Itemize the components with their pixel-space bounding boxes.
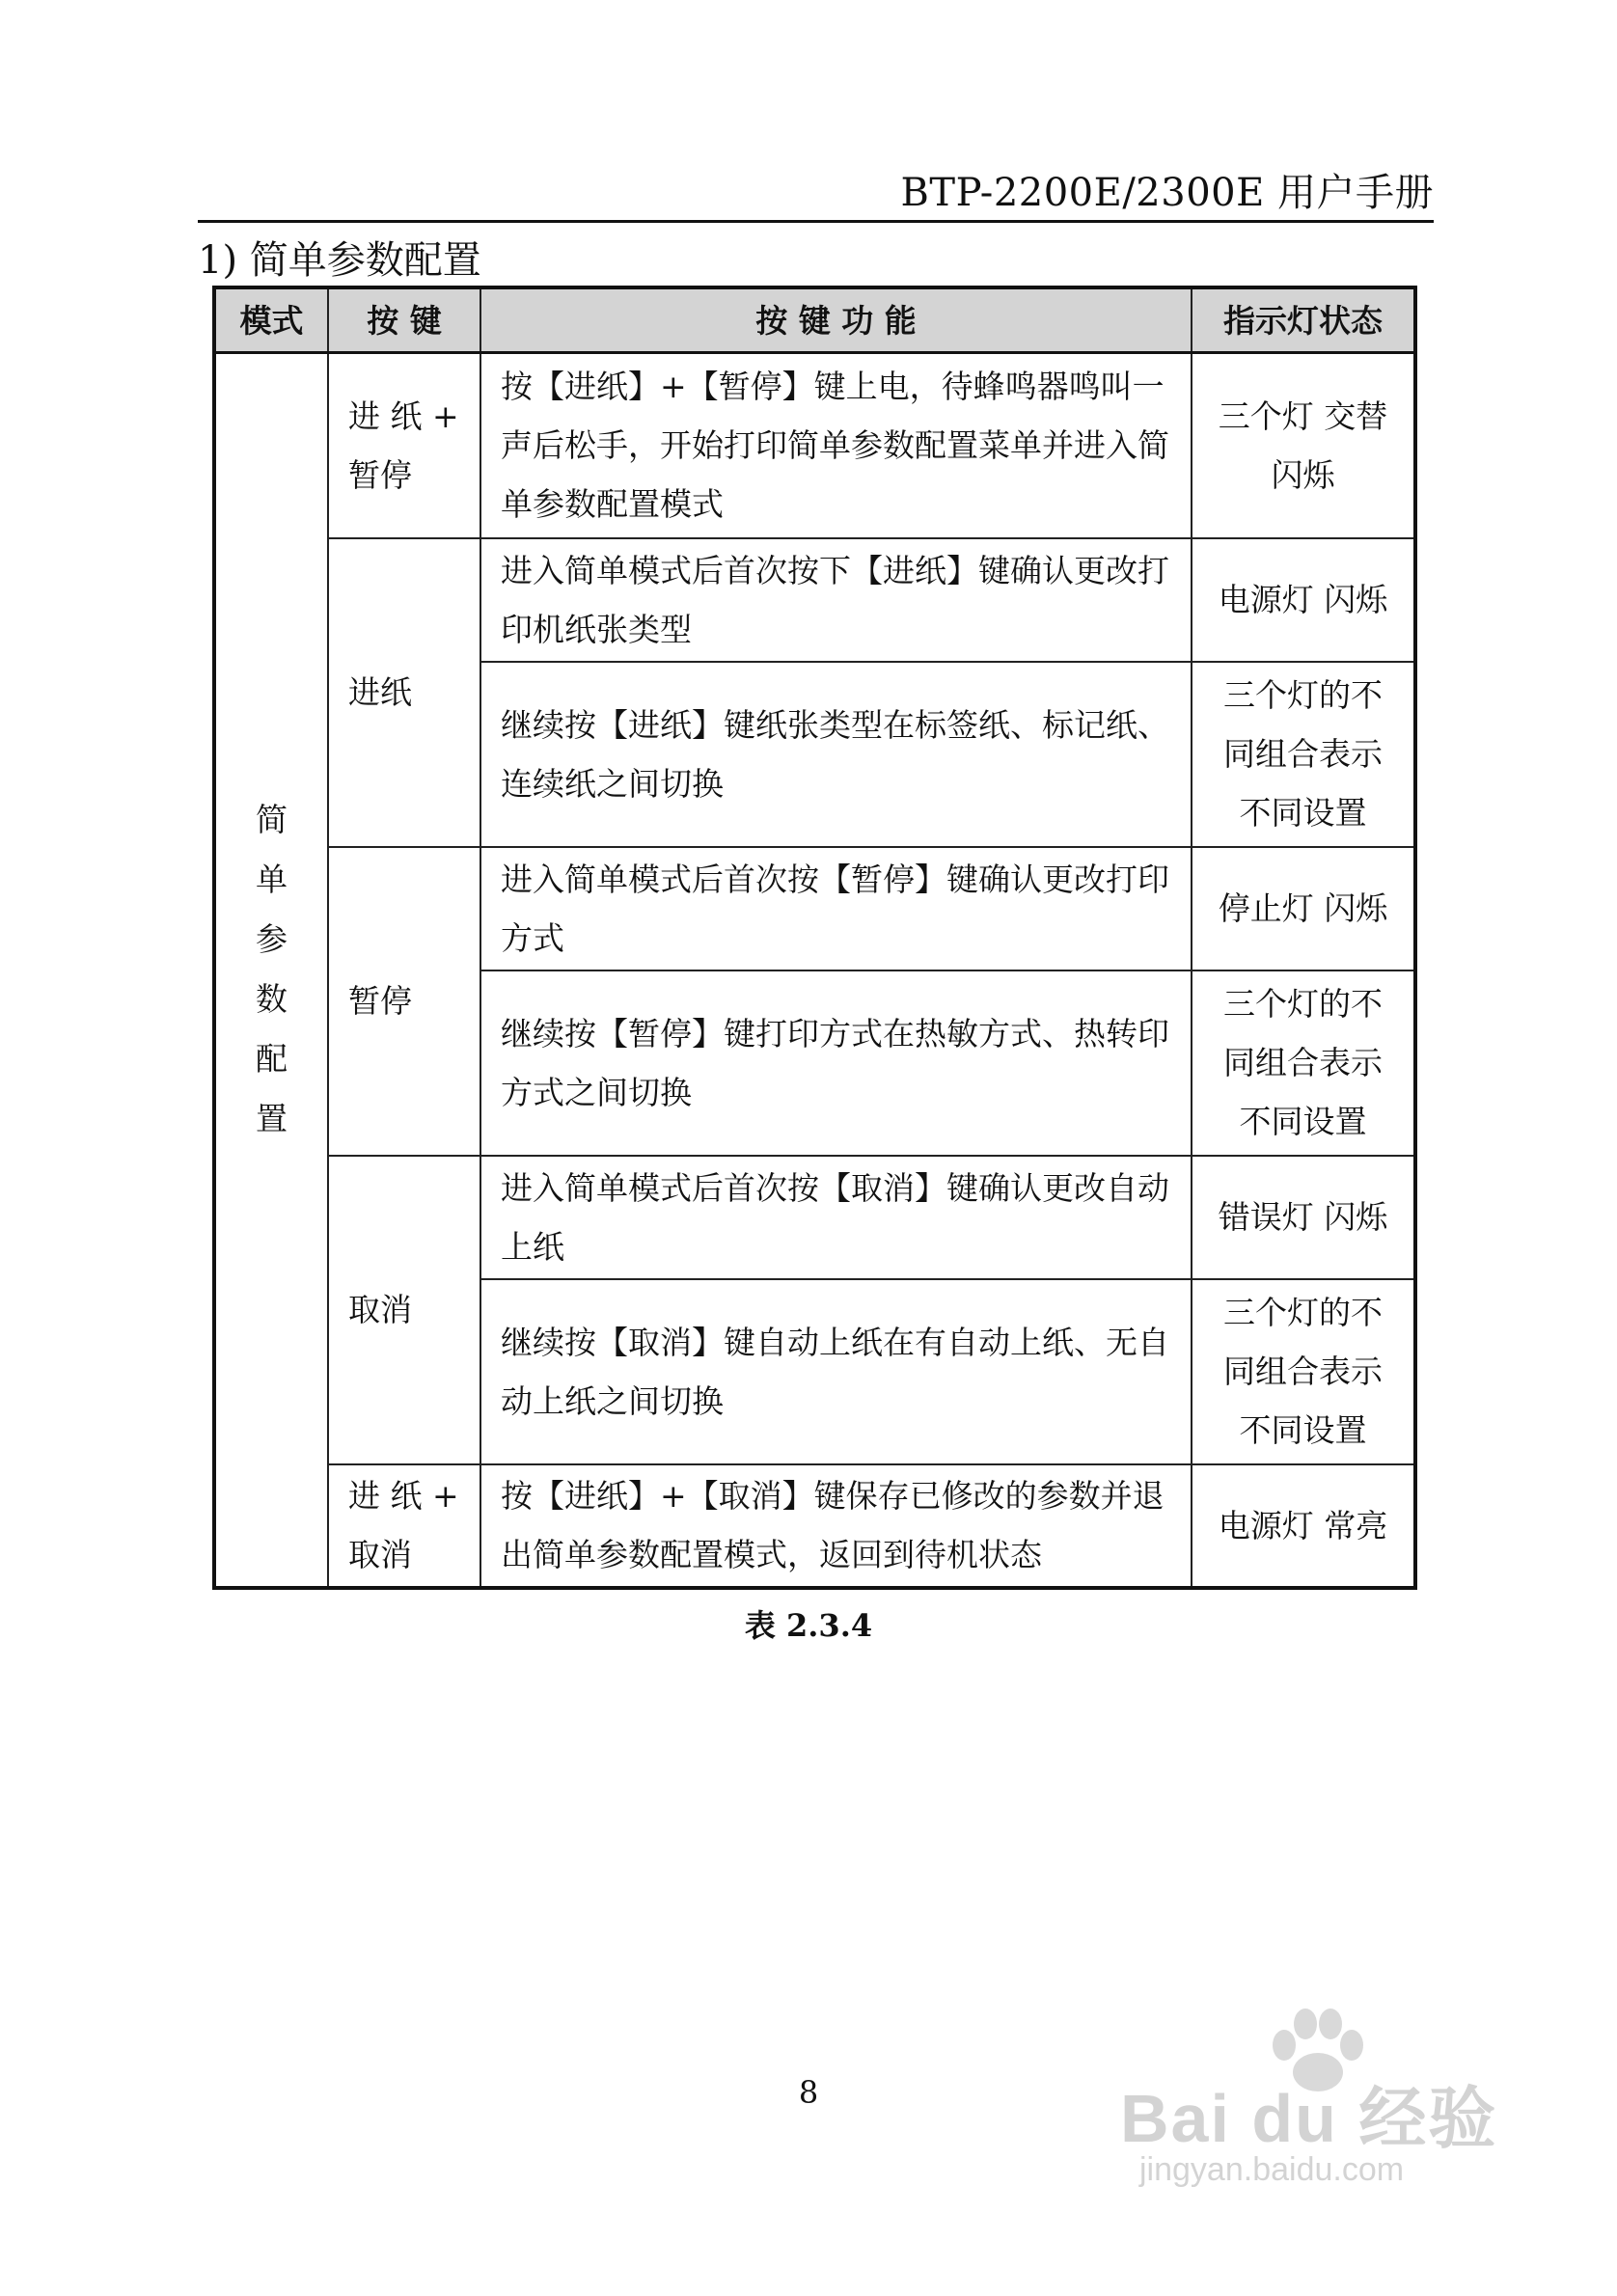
header-title: BTP-2200E/2300E 用户手册	[900, 171, 1434, 215]
function-cell: 进入简单模式后首次按【暂停】键确认更改打印方式	[480, 847, 1192, 970]
baidu-watermark	[1120, 2045, 1525, 2200]
function-cell: 继续按【取消】键自动上纸在有自动上纸、无自动上纸之间切换	[480, 1279, 1192, 1464]
table-row	[214, 1156, 1415, 1279]
watermark-url: jingyan.baidu.com	[1139, 2151, 1405, 2188]
table-header-row	[214, 287, 1415, 353]
indicator-cell: 三个灯的不同组合表示不同设置	[1192, 662, 1415, 847]
parameter-table	[212, 286, 1417, 1590]
header-key: 按 键	[328, 287, 480, 353]
function-cell: 继续按【进纸】键纸张类型在标签纸、标记纸、连续纸之间切换	[480, 662, 1192, 847]
function-cell: 进入简单模式后首次按下【进纸】键确认更改打印机纸张类型	[480, 538, 1192, 662]
header-divider	[198, 220, 1434, 223]
table-row	[214, 353, 1415, 538]
table-row	[214, 1464, 1415, 1588]
key-cell: 暂停	[328, 847, 480, 1156]
table-caption: 表 2.3.4	[744, 1607, 873, 1644]
mode-label: 简单参数配置	[255, 801, 288, 1138]
header-mode: 模式	[214, 287, 328, 353]
function-cell: 继续按【暂停】键打印方式在热敏方式、热转印方式之间切换	[480, 970, 1192, 1156]
function-cell: 进入简单模式后首次按【取消】键确认更改自动上纸	[480, 1156, 1192, 1279]
indicator-cell: 电源灯 常亮	[1192, 1464, 1415, 1588]
section-title: 1) 简单参数配置	[198, 238, 481, 283]
header-function: 按 键 功 能	[480, 287, 1192, 353]
key-cell: 进 纸 + 取消	[328, 1464, 480, 1588]
key-cell: 进 纸 + 暂停	[328, 353, 480, 538]
table-row	[214, 538, 1415, 662]
indicator-cell: 停止灯 闪烁	[1192, 847, 1415, 970]
key-cell: 取消	[328, 1156, 480, 1464]
function-cell: 按【进纸】+【暂停】键上电，待蜂鸣器鸣叫一声后松手，开始打印简单参数配置菜单并进入简单参数配置模式	[480, 353, 1192, 538]
indicator-cell: 三个灯 交替闪烁	[1192, 353, 1415, 538]
table-row	[214, 847, 1415, 970]
header-indicator: 指示灯状态	[1192, 287, 1415, 353]
function-cell: 按【进纸】+【取消】键保存已修改的参数并退出简单参数配置模式，返回到待机状态	[480, 1464, 1192, 1588]
mode-cell	[214, 353, 328, 1588]
indicator-cell: 错误灯 闪烁	[1192, 1156, 1415, 1279]
indicator-cell: 三个灯的不同组合表示不同设置	[1192, 1279, 1415, 1464]
page-number: 8	[798, 2074, 819, 2111]
key-cell: 进纸	[328, 538, 480, 847]
watermark-logo: Bai du 经验	[1120, 2081, 1498, 2156]
indicator-cell: 电源灯 闪烁	[1192, 538, 1415, 662]
indicator-cell: 三个灯的不同组合表示不同设置	[1192, 970, 1415, 1156]
